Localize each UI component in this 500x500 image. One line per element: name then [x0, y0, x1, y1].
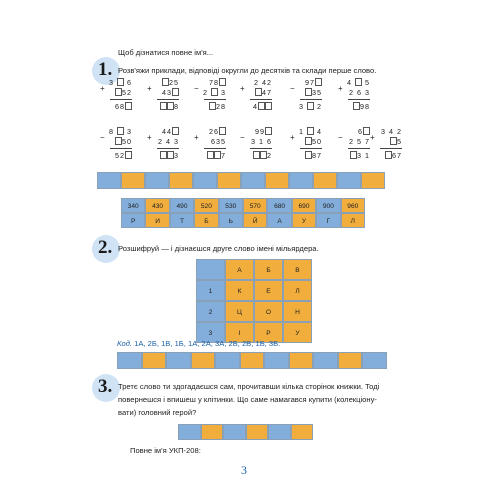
key-number-cell	[194, 198, 218, 213]
problem-9: + 26 635 7	[194, 127, 226, 160]
key-letter-cell	[194, 213, 218, 228]
key-number-cell-text: 530	[225, 203, 237, 210]
key-number-cell-text: 490	[176, 203, 188, 210]
key-number-cell-text: 520	[200, 203, 212, 210]
task1-text: Розв'яжи приклади, відповіді округли до десятків та склади перше слово.	[118, 66, 377, 75]
key-letter-cell	[341, 213, 365, 228]
key-letter-cell-text: А	[277, 218, 282, 225]
key-number-cell-text: 430	[152, 203, 164, 210]
key-letter-cell	[219, 213, 243, 228]
key-letter-cell	[316, 213, 340, 228]
word2-cell	[166, 352, 191, 369]
key-number-cell	[267, 198, 291, 213]
page-number: 3	[241, 463, 247, 477]
key-number-cell-text: 960	[347, 203, 359, 210]
problem-11: + 1 4 50 87	[290, 127, 322, 160]
key-letter-cell	[170, 213, 194, 228]
problem-7: − 8 3 50 52	[100, 127, 132, 160]
key-number-cell-text: 340	[127, 203, 139, 210]
word2-cell	[313, 352, 338, 369]
answer-cell	[193, 172, 217, 189]
problem-4: + 2 42 47 4	[240, 78, 272, 111]
task3-line1: Третє слово ти здогадаєшся сам, прочитавши кілька сторінок книжки. Тоді	[118, 382, 380, 391]
key-letter-cell-text: Г	[326, 218, 331, 225]
key-number-cell	[292, 198, 316, 213]
task2-number: 2.	[98, 237, 113, 258]
code-label: Код.	[117, 339, 133, 348]
key-letter-cell	[145, 213, 169, 228]
intro-text: Щоб дізнатися повне ім'я...	[118, 48, 214, 57]
cipher-row-header-text: 1	[208, 288, 213, 295]
cipher-cell-text: У	[295, 330, 300, 337]
problem-5: − 97 35 3 2	[290, 78, 322, 111]
key-number-cell	[243, 198, 267, 213]
cipher-cell-text: К	[237, 288, 242, 295]
word2-cell	[142, 352, 167, 369]
key-letter-cell-text: Ь	[228, 218, 233, 225]
word2-cell	[289, 352, 314, 369]
cipher-cell-text: Ц	[237, 309, 242, 316]
answer-cell	[265, 172, 289, 189]
key-number-cell-text: 900	[322, 203, 334, 210]
word3-cell	[291, 424, 314, 440]
answer-cell	[241, 172, 265, 189]
key-letter-cell	[243, 213, 267, 228]
key-number-cell-text: 680	[274, 203, 286, 210]
cipher-cell	[254, 280, 283, 301]
problem-6: + 4 5 2 6 3 98	[338, 78, 370, 111]
answer-cell	[337, 172, 361, 189]
key-letter-cell	[267, 213, 291, 228]
answer-cell	[313, 172, 337, 189]
problem-3: − 78 2 3 28	[194, 78, 226, 111]
word2-cell	[117, 352, 142, 369]
cipher-col-header-text: Б	[266, 267, 271, 274]
key-number-cell-text: 570	[249, 203, 261, 210]
key-letter-cell-text: Й	[252, 218, 258, 225]
word3-cell	[246, 424, 269, 440]
task1-number: 1.	[98, 59, 113, 80]
task3-number: 3.	[98, 376, 113, 397]
key-letter-cell-text: Б	[204, 218, 209, 225]
word2-cell	[240, 352, 265, 369]
task3-line2: повернешся і впишеш у клітинки. Що саме намагався купити (колекціону-	[118, 395, 377, 404]
key-letter-cell	[121, 213, 145, 228]
key-letter-cell	[292, 213, 316, 228]
cipher-cell	[254, 301, 283, 322]
cipher-cell-text: Н	[295, 309, 300, 316]
cipher-col-header	[254, 259, 283, 280]
key-number-cell	[121, 198, 145, 213]
cipher-cell-text: О	[265, 309, 272, 316]
key-letter-cell-text: И	[155, 218, 160, 225]
problem-12: − 6 2 5 7 3 1	[338, 127, 370, 160]
answer-cell	[361, 172, 385, 189]
answer-cell	[289, 172, 313, 189]
cipher-cell	[283, 280, 312, 301]
task3-line3: вати) головний герой?	[118, 408, 197, 417]
key-number-cell	[219, 198, 243, 213]
key-letter-cell-text: Р	[130, 218, 136, 225]
key-letter-cell-text: У	[301, 218, 307, 225]
cipher-cell-text: Л	[295, 288, 300, 295]
cipher-col-header-text: В	[295, 267, 300, 274]
problem-10: − 99 3 1 6 2	[240, 127, 272, 160]
cipher-col-header	[283, 259, 312, 280]
task2-text: Розшифруй — і дізнаєшся друге слово імені мільярдера.	[118, 244, 319, 253]
key-number-cell	[145, 198, 169, 213]
answer-cell	[145, 172, 169, 189]
answer-cell	[121, 172, 145, 189]
code-line	[117, 339, 280, 349]
cipher-col-header	[225, 259, 254, 280]
word3-cell	[178, 424, 201, 440]
word2-cell	[264, 352, 289, 369]
answer-cell	[169, 172, 193, 189]
word2-cell	[191, 352, 216, 369]
cipher-cell-text: І	[238, 330, 241, 337]
key-number-cell	[341, 198, 365, 213]
key-letter-cell-text: Т	[179, 218, 184, 225]
answer-cell	[217, 172, 241, 189]
cipher-corner	[196, 259, 225, 280]
cipher-row-header-text: 2	[208, 309, 213, 316]
code-sequence: 1А, 2Б, 1В, 1Б, 1А, 2А, 3А, 2Б, 2В, 1Б, 3Б.	[134, 339, 281, 348]
answer-cell	[97, 172, 121, 189]
cipher-cell	[283, 301, 312, 322]
cipher-cell	[225, 280, 254, 301]
cipher-row-header-text: 3	[208, 330, 213, 337]
key-number-cell	[316, 198, 340, 213]
cipher-row-header	[196, 280, 225, 301]
cipher-cell	[225, 301, 254, 322]
key-letter-cell-text: Л	[350, 218, 355, 225]
problem-13: + 3 4 2 5 67	[370, 127, 402, 160]
cipher-row-header	[196, 301, 225, 322]
word2-cell	[215, 352, 240, 369]
word2-cell	[362, 352, 387, 369]
cipher-cell-text: Е	[266, 288, 271, 295]
cipher-col-header-text: А	[237, 267, 242, 274]
word2-cell	[338, 352, 363, 369]
cipher-cell-text: Р	[266, 330, 271, 337]
word3-cell	[223, 424, 246, 440]
problem-1: + 3 6 52 68	[100, 78, 132, 111]
full-name-label: Повне ім'я УКП-208:	[130, 446, 201, 455]
problem-2: + 25 43 8	[147, 78, 179, 111]
cipher-cell	[283, 322, 312, 343]
problem-8: + 44 2 4 3 3	[147, 127, 179, 160]
key-number-cell	[170, 198, 194, 213]
word3-cell	[268, 424, 291, 440]
word3-cell	[201, 424, 224, 440]
key-number-cell-text: 690	[298, 203, 310, 210]
